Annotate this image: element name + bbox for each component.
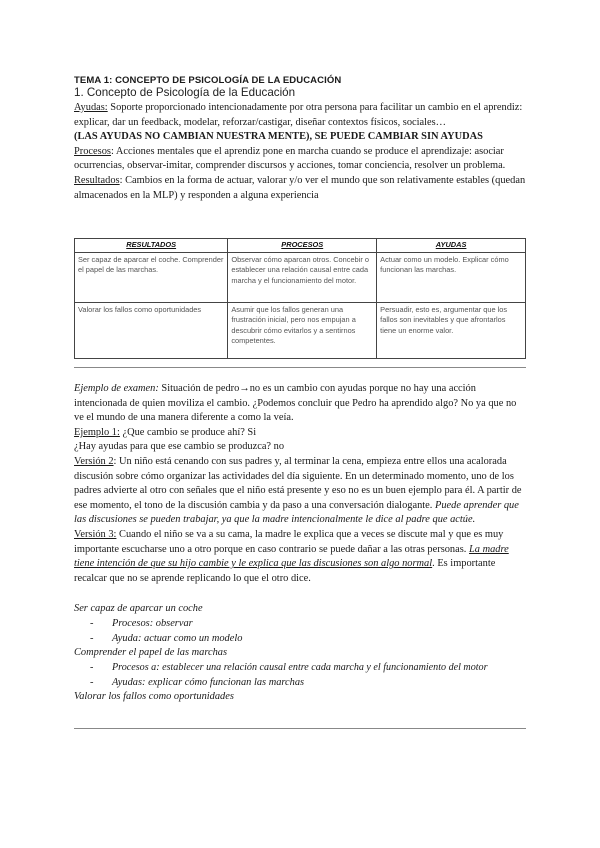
dash: - — [90, 677, 94, 688]
exam-example-text: Situación de pedro→no es un cambio con ayudas porque no hay una acción intencionada de quien moviliza el cambio. ¿Podemos concluir que Pedro ha aprendido algo? No ya que no ve el mundo de una manera diferente a como la veía. — [74, 383, 517, 424]
procesos-definition — [74, 145, 526, 174]
table-cell: Persuadir, esto es, argumentar que los fallos son inevitables y que afrontarlos tiene un enorme valor. — [377, 302, 526, 358]
example-1-text: ¿Que cambio se produce ahí? Si — [119, 426, 257, 438]
header-ayudas: AYUDAS — [377, 239, 526, 253]
version-2-label: Versión 2 — [74, 455, 114, 467]
version-2 — [74, 455, 526, 528]
example-1 — [74, 426, 526, 441]
example-1-question: ¿Hay ayudas para que ese cambio se produzca? no — [74, 441, 285, 453]
summary-item-3: Valorar los fallos como oportunidades — [74, 691, 234, 702]
summary-item-2: Comprender el papel de las marchas — [74, 647, 228, 658]
table-row — [75, 302, 526, 358]
exam-example — [74, 382, 526, 426]
ayudas-label: Ayudas: — [74, 102, 108, 113]
example-block — [74, 382, 526, 586]
exam-example-label: Ejemplo de examen: — [74, 383, 159, 394]
definitions-block — [74, 101, 526, 203]
header-procesos: PROCESOS — [228, 239, 377, 253]
version-3 — [74, 528, 526, 586]
list-item — [90, 617, 193, 632]
table-row — [75, 252, 526, 302]
procesos-text: : Acciones mentales que el aprendiz pone en marcha cuando se produce el aprendizaje: asociar ocurrencias, observar-imitar, comprender discursos y acciones, tomar conciencia, resolver un problema. — [74, 145, 506, 172]
ayudas-text: Soporte proporcionado intencionadamente por otra persona para facilitar un cambio en el aprendiz: explicar, dar un feedback, modelar, reforzar/castigar, diseñar contextos físicos, sociales… — [74, 102, 523, 128]
dash: - — [90, 633, 94, 644]
table-cell: Ser capaz de aparcar el coche. Comprender el papel de las marchas. — [75, 252, 228, 302]
ayudas-definition — [74, 101, 526, 130]
table-cell: Actuar como un modelo. Explicar cómo funcionan las marchas. — [377, 252, 526, 302]
resultados-label: Resultados — [74, 174, 120, 186]
divider — [74, 367, 526, 368]
list-item — [90, 632, 242, 647]
version-3-note: La madre tiene intención de que su hijo cambie y le explica que las discusiones son algo normal — [74, 543, 509, 570]
resultados-definition — [74, 174, 526, 203]
list-item-text: Ayudas: explicar cómo funcionan las marchas — [112, 677, 305, 688]
procesos-label: Procesos — [74, 145, 111, 157]
summary-item-1: Ser capaz de aparcar un coche — [74, 603, 203, 614]
version-3-end: . Es importante recalcar que no se aprende replicando lo que el otro dice. — [74, 558, 496, 584]
resultados-text: : Cambios en la forma de actuar, valorar y/o ver el mundo que son relativamente estables (quedan almacenados en la MLP) y responden a alguna experiencia — [74, 174, 526, 201]
table-header-row — [75, 239, 526, 253]
list-item-text: Procesos a: establecer una relación causal entre cada marcha y el funcionamiento del motor — [112, 662, 488, 673]
section-heading: 1. Concepto de Psicología de la Educación — [74, 86, 296, 99]
version-3-label: Versión 3: — [74, 528, 117, 540]
version-2-text: : Un niño está cenando con sus padres y, al terminar la cena, empieza entre ellos una acalorada discusión sobre cómo organizar las actividades del día siguiente. En un determinado momento, uno de los padres advierte al otro con señales que el niño está presente y eso no es un buen ejemplo para él. A partir de ese momento, el tono de la discusión cambia y da paso a una conversación dialogante. — [74, 455, 522, 511]
example-1-label: Ejemplo 1: — [74, 426, 120, 438]
list-item — [90, 676, 304, 691]
dash: - — [90, 662, 94, 673]
list-item-text: Procesos: observar — [112, 618, 193, 629]
divider — [74, 728, 526, 729]
topic-heading: TEMA 1: CONCEPTO DE PSICOLOGÍA DE LA EDUCACIÓN — [74, 75, 342, 86]
table-cell: Asumir que los fallos generan una frustración inicial, pero nos empujan a descubrir cómo evitarlos y a sentirnos competentes. — [228, 302, 377, 358]
ayudas-emphasis: (LAS AYUDAS NO CAMBIAN NUESTRA MENTE), SE PUEDE CAMBIAR SIN AYUDAS — [74, 131, 483, 143]
list-item — [90, 661, 488, 676]
table-cell: Valorar los fallos como oportunidades — [75, 302, 228, 358]
table-cell: Observar cómo aparcan otros. Concebir o establecer una relación causal entre cada marcha y el funcionamiento del motor. — [228, 252, 377, 302]
version-3-text: Cuando el niño se va a su cama, la madre le explica que a veces se discute mal y que es muy importante escucharse uno a otro porque en caso contrario se puede dañar a las otras personas. — [74, 528, 504, 555]
concept-table — [74, 238, 526, 359]
list-item-text: Ayuda: actuar como un modelo — [112, 633, 243, 644]
header-resultados: RESULTADOS — [75, 239, 228, 253]
version-2-note: Puede aprender que las discusiones se pueden trabajar, ya que la madre intencionalmente le dice al padre que actúe. — [74, 499, 519, 526]
dash: - — [90, 618, 94, 629]
